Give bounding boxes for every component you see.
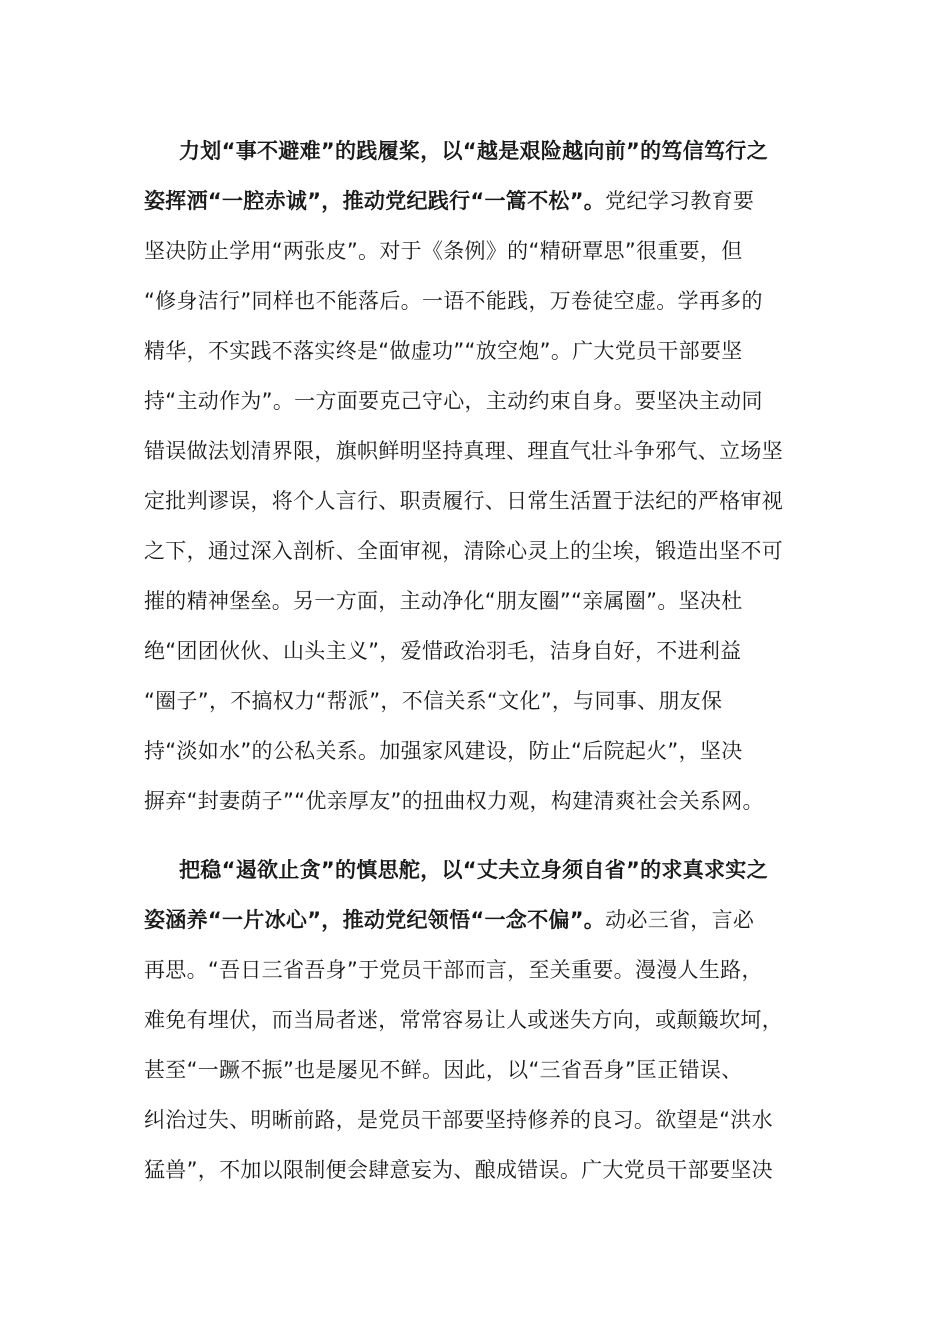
- text-run: 之下，通过深入剖析、全面审视，清除心灵上的尘埃，锻造出坚不可: [144, 539, 783, 563]
- text-line: [144, 176, 804, 226]
- text-line: [144, 426, 804, 476]
- text-run: 难免有埋伏，而当局者迷，常常容易让人或迷失方向，或颠簸坎坷，: [144, 1008, 783, 1032]
- text-run: 持“淡如水”的公私关系。加强家风建设，防止“后院起火”，坚决: [144, 739, 743, 763]
- text-run: 纠治过失、明晰前路，是党员干部要坚持修养的良习。欲望是“洪水: [144, 1108, 773, 1132]
- text-line: [144, 776, 804, 826]
- text-run: 绝“团团伙伙、山头主义”，爱惜政治羽毛，洁身自好，不进利益: [144, 639, 742, 663]
- text-line: [144, 626, 804, 676]
- text-line: [144, 726, 804, 776]
- text-line: [144, 276, 804, 326]
- text-line: [144, 995, 804, 1045]
- text-line: [144, 326, 804, 376]
- text-run: 持“主动作为”。一方面要克己守心，主动约束自身。要坚决主动同: [144, 389, 763, 413]
- text-run: “修身洁行”同样也不能落后。一语不能践，万卷徒空虚。学再多的: [144, 289, 763, 313]
- text-line: [144, 676, 804, 726]
- text-line: [179, 845, 804, 895]
- text-line: [144, 376, 804, 426]
- text-line: [179, 126, 804, 176]
- text-line: [144, 1145, 804, 1195]
- text-run: 再思。“吾日三省吾身”于党员干部而言，至关重要。漫漫人生路，: [144, 958, 763, 982]
- text-line: [144, 526, 804, 576]
- text-run: “圈子”，不搞权力“帮派”，不信关系“文化”，与同事、朋友保: [144, 689, 723, 713]
- bold-text-run: 姿涵养“一片冰心”，推动党纪领悟“一念不偏”。: [144, 908, 606, 932]
- text-run: 定批判谬误，将个人言行、职责履行、日常生活置于法纪的严格审视: [144, 489, 783, 513]
- text-run: 猛兽”，不加以限制便会肆意妄为、酿成错误。广大党员干部要坚决: [144, 1158, 773, 1182]
- text-line: [144, 945, 804, 995]
- text-line: [144, 895, 804, 945]
- text-line: [144, 476, 804, 526]
- text-line: [144, 1045, 804, 1095]
- text-line: [144, 576, 804, 626]
- bold-text-run: 姿挥洒“一腔赤诚”，推动党纪践行“一篙不松”。: [144, 189, 606, 213]
- text-run: 摧的精神堡垒。另一方面，主动净化“朋友圈”“亲属圈”。坚决杜: [144, 589, 743, 613]
- text-run: 甚至“一蹶不振”也是屡见不鲜。因此，以“三省吾身”匡正错误、: [144, 1058, 743, 1082]
- text-line: [144, 226, 804, 276]
- text-run: 坚决防止学用“两张皮”。对于《条例》的“精研覃思”很重要，但: [144, 239, 743, 263]
- text-run: 动必三省，言必: [605, 908, 755, 932]
- text-run: 精华，不实践不落实终是“做虚功”“放空炮”。广大党员干部要坚: [144, 339, 743, 363]
- bold-text-run: 把稳“遏欲止贪”的慎思舵，以“丈夫立身须自省”的求真求实之: [179, 858, 768, 882]
- bold-text-run: 力划“事不避难”的践履桨，以“越是艰险越向前”的笃信笃行之: [179, 139, 768, 163]
- text-line: [144, 1095, 804, 1145]
- text-run: 党纪学习教育要: [605, 189, 755, 213]
- text-run: 摒弃“封妻荫子”“优亲厚友”的扭曲权力观，构建清爽社会关系网。: [144, 789, 764, 813]
- text-run: 错误做法划清界限，旗帜鲜明坚持真理、理直气壮斗争邪气、立场坚: [144, 439, 783, 463]
